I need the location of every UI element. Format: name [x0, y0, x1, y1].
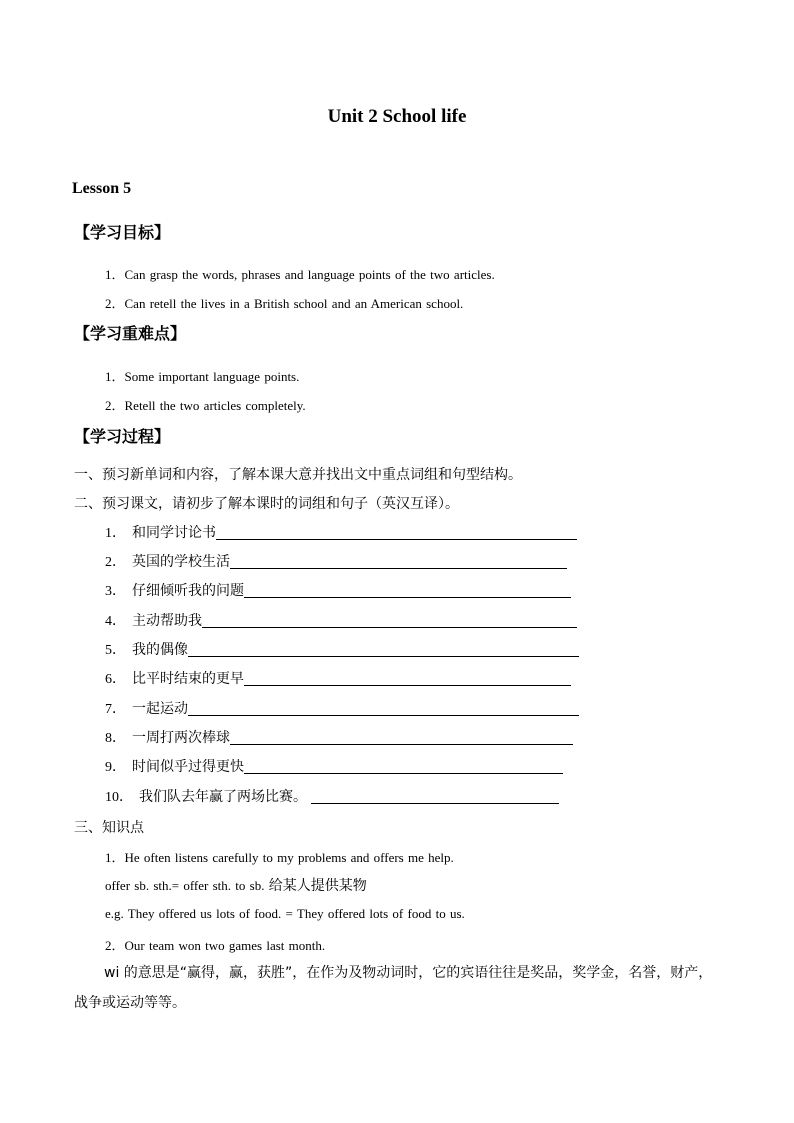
translation-item: [105, 522, 577, 542]
translation-item: [105, 698, 579, 718]
objectives-heading: 【学习目标】: [74, 223, 171, 242]
item-text: 比平时结束的更早: [132, 671, 244, 687]
answer-blank[interactable]: [216, 539, 577, 540]
answer-blank[interactable]: [244, 597, 571, 598]
translation-item: [105, 551, 567, 571]
item-number: 10．: [105, 790, 133, 805]
item-text: 和同学讨论书: [132, 525, 216, 541]
translation-item: [105, 610, 577, 630]
translation-item: [105, 580, 571, 600]
knowledge-sentence-1: 1．He often listens carefully to my problems and offers me help.: [105, 850, 454, 865]
item-number: 1．: [105, 526, 126, 541]
item-number: 4．: [105, 614, 126, 629]
item-text: 仔细倾听我的问题: [132, 583, 244, 599]
translation-item: [105, 727, 573, 747]
answer-blank[interactable]: [188, 715, 579, 716]
translation-item: [105, 639, 579, 659]
knowledge-rule-1: [105, 875, 367, 895]
knowledge-example-1: e.g. They offered us lots of food. = They offered lots of food to us.: [105, 906, 465, 921]
answer-blank[interactable]: [202, 627, 577, 628]
answer-blank[interactable]: [230, 744, 573, 745]
lesson-heading: Lesson 5: [72, 180, 132, 197]
knowledge-note-2: wi 的意思是“赢得，赢，获胜”，在作为及物动词时，它的宾语往往是奖品，奖学金，名誉，财产，战争或运动等等。: [74, 965, 713, 1011]
page-title: Unit 2 School life: [327, 106, 467, 127]
answer-blank[interactable]: [244, 773, 563, 774]
process-heading: 【学习过程】: [74, 427, 171, 446]
objective-item: 1．Can grasp the words, phrases and language points of the two articles.: [105, 267, 495, 282]
translation-item: [105, 756, 563, 776]
key-point-item: 1．Some important language points.: [105, 369, 300, 384]
key-point-item: 2．Retell the two articles completely.: [105, 398, 306, 413]
answer-blank[interactable]: [244, 685, 571, 686]
item-text: 一起运动: [132, 701, 188, 717]
item-text: 主动帮助我: [132, 613, 202, 629]
item-number: 7．: [105, 702, 126, 717]
knowledge-sentence-2: 2．Our team won two games last month.: [105, 938, 326, 953]
translation-item: [105, 786, 559, 806]
item-text: 时间似乎过得更快: [132, 759, 244, 775]
rule-english: offer sb. sth.= offer sth. to sb.: [105, 878, 269, 893]
answer-blank[interactable]: [311, 803, 559, 804]
item-number: 6．: [105, 672, 126, 687]
process-step-1: 一、预习新单词和内容，了解本课大意并找出文中重点词组和句型结构。: [74, 467, 522, 483]
item-text: 我的偶像: [132, 642, 188, 658]
process-step-2: 二、预习课文，请初步了解本课时的词组和句子（英汉互译）。: [74, 496, 459, 512]
answer-blank[interactable]: [188, 656, 579, 657]
translation-item: [105, 668, 571, 688]
answer-blank[interactable]: [230, 568, 567, 569]
item-text: 一周打两次棒球: [132, 730, 230, 746]
item-number: 8．: [105, 731, 126, 746]
item-number: 3．: [105, 584, 126, 599]
rule-chinese: 给某人提供某物: [268, 878, 367, 894]
item-number: 2．: [105, 555, 126, 570]
key-points-heading: 【学习重难点】: [74, 324, 187, 343]
knowledge-heading: 三、知识点: [74, 820, 144, 836]
objective-item: 2．Can retell the lives in a British school and an American school.: [105, 296, 464, 311]
item-number: 5．: [105, 643, 126, 658]
item-text: 英国的学校生活: [132, 554, 230, 570]
item-number: 9．: [105, 760, 126, 775]
item-text: 我们队去年赢了两场比赛。: [139, 789, 307, 805]
